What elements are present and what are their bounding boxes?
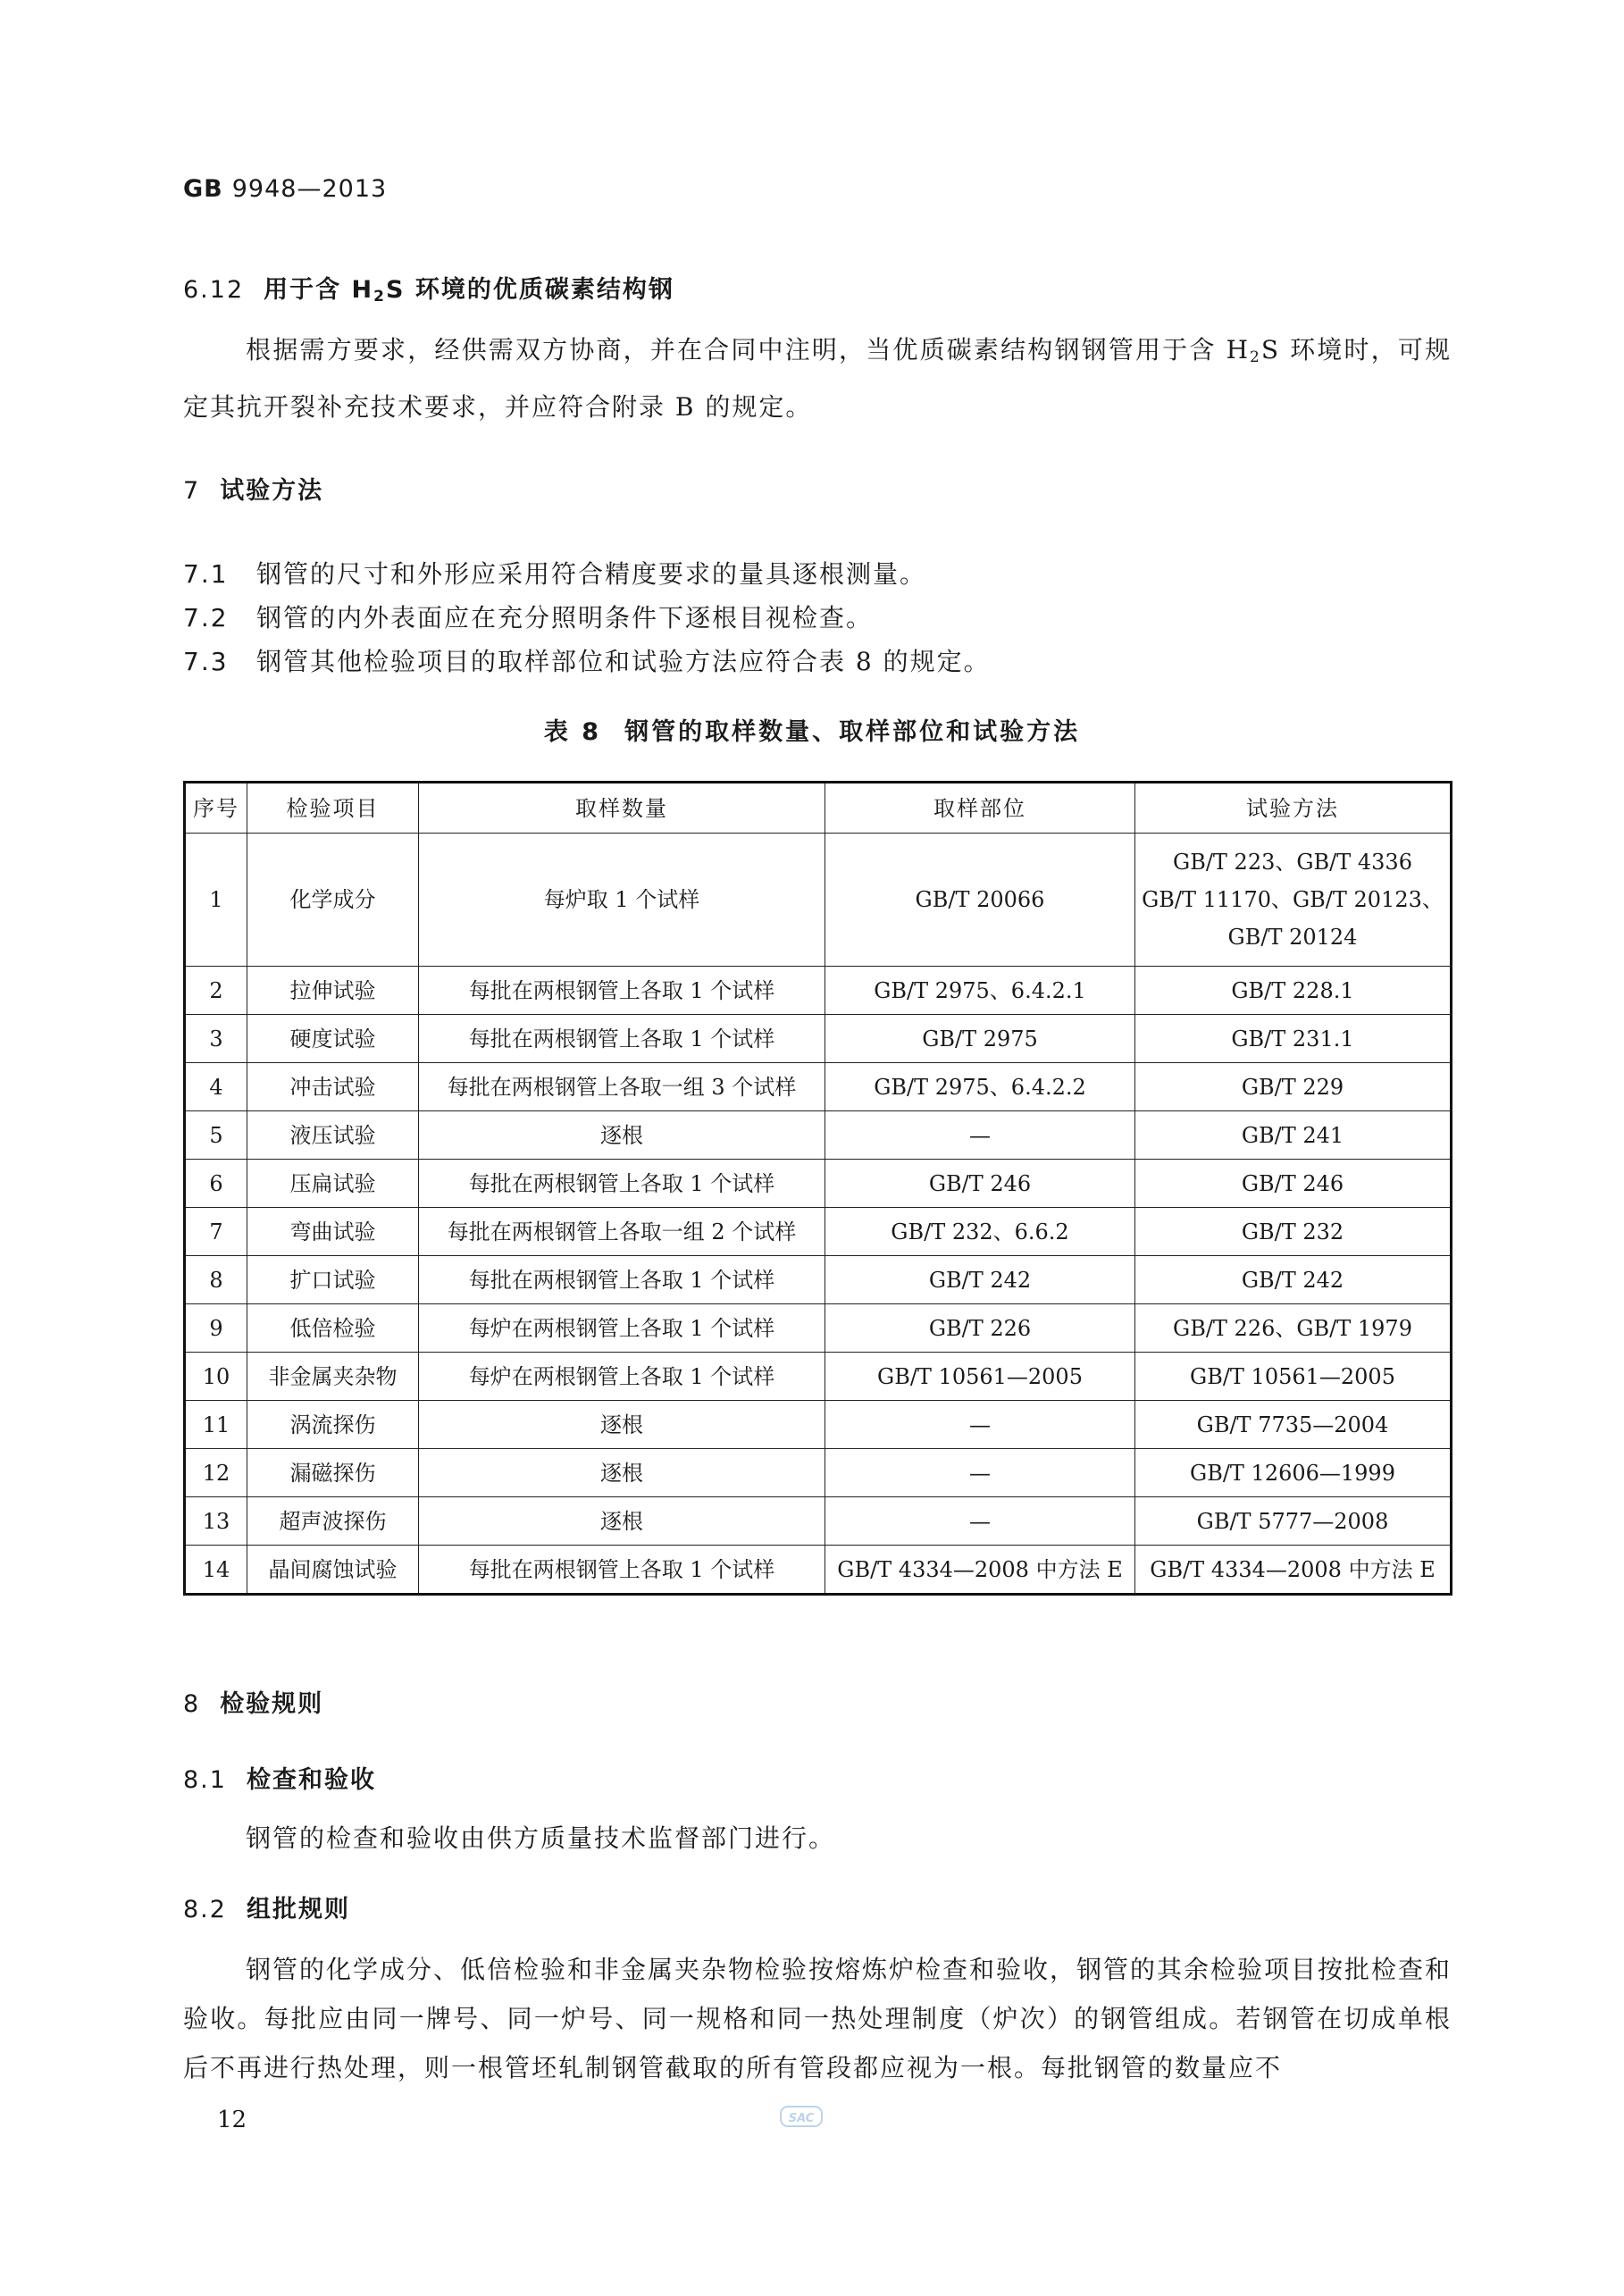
cell-no: 12: [185, 1449, 247, 1497]
cell-quantity: 每批在两根钢管上各取 1 个试样: [419, 1160, 825, 1208]
section-title: 试验方法: [220, 477, 324, 505]
cell-item: 液压试验: [247, 1111, 419, 1160]
section-title: 组批规则: [246, 1896, 350, 1923]
cell-method: GB/T 242: [1135, 1256, 1452, 1304]
cell-method: GB/T 5777—2008: [1135, 1497, 1452, 1546]
cell-no: 11: [185, 1401, 247, 1449]
section-number: 7: [183, 477, 201, 505]
table-number: 表 8: [543, 718, 602, 746]
header-method: 试验方法: [1135, 783, 1452, 834]
cell-method: GB/T 231.1: [1135, 1015, 1452, 1063]
cell-method: GB/T 246: [1135, 1160, 1452, 1208]
cell-item: 化学成分: [247, 834, 419, 967]
cell-method: GB/T 223、GB/T 4336 GB/T 11170、GB/T 20123、 GB/T 20124: [1135, 834, 1452, 967]
cell-no: 4: [185, 1063, 247, 1111]
cell-method: GB/T 241: [1135, 1111, 1452, 1160]
cell-position: GB/T 2975、6.4.2.1: [825, 967, 1135, 1015]
cell-no: 13: [185, 1497, 247, 1546]
table-title: 钢管的取样数量、取样部位和试验方法: [624, 718, 1081, 746]
section-8-1-heading: [183, 1760, 376, 1795]
table-caption: [0, 712, 1624, 747]
cell-method: GB/T 7735—2004: [1135, 1401, 1452, 1449]
cell-quantity: 每批在两根钢管上各取一组 2 个试样: [419, 1208, 825, 1256]
cell-position: GB/T 246: [825, 1160, 1135, 1208]
cell-quantity: 每批在两根钢管上各取 1 个试样: [419, 1546, 825, 1595]
cell-no: 7: [185, 1208, 247, 1256]
table-row: [185, 1160, 1452, 1208]
section-6-12-heading: [183, 270, 674, 306]
cell-no: 5: [185, 1111, 247, 1160]
clause-7-1: 7.1 钢管的尺寸和外形应采用符合精度要求的量具逐根测量。: [183, 559, 927, 589]
paragraph-8-1: 钢管的检查和验收由供方质量技术监督部门进行。: [246, 1823, 836, 1853]
cell-item: 低倍检验: [247, 1304, 419, 1353]
cell-item: 拉伸试验: [247, 967, 419, 1015]
cell-quantity: 每批在两根钢管上各取 1 个试样: [419, 967, 825, 1015]
cell-item: 涡流探伤: [247, 1401, 419, 1449]
cell-position: GB/T 2975: [825, 1015, 1135, 1063]
cell-quantity: 每批在两根钢管上各取 1 个试样: [419, 1256, 825, 1304]
cell-no: 3: [185, 1015, 247, 1063]
cell-quantity: 逐根: [419, 1111, 825, 1160]
section-number: 6.12: [183, 276, 245, 304]
table-row: [185, 1111, 1452, 1160]
section-8-2-heading: [183, 1890, 350, 1924]
table-row: [185, 967, 1452, 1015]
cell-method: GB/T 12606—1999: [1135, 1449, 1452, 1497]
cell-quantity: 逐根: [419, 1497, 825, 1546]
cell-no: 10: [185, 1353, 247, 1401]
paragraph-6-12: 根据需方要求，经供需双方协商，并在合同中注明，当优质碳素结构钢钢管用于含 $H_2S$ 环境时，可规定其抗开裂补充技术要求，并应符合附录 B 的规定。: [183, 335, 1452, 422]
section-7-heading: [183, 471, 323, 506]
table-row: [185, 1546, 1452, 1595]
cell-position: —: [825, 1449, 1135, 1497]
cell-item: 漏磁探伤: [247, 1449, 419, 1497]
table-row: [185, 1497, 1452, 1546]
cell-quantity: 每炉在两根钢管上各取 1 个试样: [419, 1353, 825, 1401]
table-row: [185, 1063, 1452, 1111]
table-row: [185, 834, 1452, 967]
cell-quantity: 逐根: [419, 1401, 825, 1449]
cell-position: GB/T 4334—2008 中方法 E: [825, 1546, 1135, 1595]
cell-no: 2: [185, 967, 247, 1015]
clause-7-3: 7.3 钢管其他检验项目的取样部位和试验方法应符合表 8 的规定。: [183, 647, 991, 676]
cell-item: 冲击试验: [247, 1063, 419, 1111]
cell-position: —: [825, 1401, 1135, 1449]
standard-code: [183, 175, 387, 203]
cell-quantity: 每炉取 1 个试样: [419, 834, 825, 967]
sampling-table: [183, 781, 1452, 1596]
cell-position: GB/T 242: [825, 1256, 1135, 1304]
section-number: 8: [183, 1690, 201, 1718]
cell-position: GB/T 20066: [825, 834, 1135, 967]
cell-method: GB/T 10561—2005: [1135, 1353, 1452, 1401]
cell-method: GB/T 229: [1135, 1063, 1452, 1111]
sac-logo: [779, 2103, 824, 2130]
cell-no: 8: [185, 1256, 247, 1304]
cell-no: 14: [185, 1546, 247, 1595]
cell-no: 1: [185, 834, 247, 967]
cell-item: 非金属夹杂物: [247, 1353, 419, 1401]
cell-item: 晶间腐蚀试验: [247, 1546, 419, 1595]
header-no: 序号: [185, 783, 247, 834]
cell-position: —: [825, 1497, 1135, 1546]
section-8-heading: [183, 1684, 323, 1719]
standard-prefix: GB: [183, 175, 223, 203]
table-row: [185, 1449, 1452, 1497]
section-number: 8.2: [183, 1896, 227, 1923]
cell-position: GB/T 232、6.6.2: [825, 1208, 1135, 1256]
cell-quantity: 每批在两根钢管上各取一组 3 个试样: [419, 1063, 825, 1111]
cell-item: 硬度试验: [247, 1015, 419, 1063]
cell-item: 扩口试验: [247, 1256, 419, 1304]
table-row: [185, 1208, 1452, 1256]
cell-quantity: 每批在两根钢管上各取 1 个试样: [419, 1015, 825, 1063]
standard-number: 9948—2013: [231, 175, 388, 203]
cell-method: GB/T 4334—2008 中方法 E: [1135, 1546, 1452, 1595]
table-header-row: [185, 783, 1452, 834]
section-number: 8.1: [183, 1766, 227, 1794]
cell-position: GB/T 2975、6.4.2.2: [825, 1063, 1135, 1111]
table-row: [185, 1353, 1452, 1401]
header-item: 检验项目: [247, 783, 419, 834]
cell-method: GB/T 228.1: [1135, 967, 1452, 1015]
cell-no: 9: [185, 1304, 247, 1353]
paragraph-8-2: 钢管的化学成分、低倍检验和非金属夹杂物检验按熔炼炉检查和验收，钢管的其余检验项目按批检查和验收。每批应由同一牌号、同一炉号、同一规格和同一热处理制度（炉次）的钢管组成。若钢管在切成单根后不再进行热处理，则一根管坯轧制钢管截取的所有管段都应视为一根。每批钢管的数量应不: [183, 1955, 1452, 2082]
page-number: 12: [217, 2107, 247, 2133]
svg-text:SAC: SAC: [788, 2112, 815, 2125]
cell-no: 6: [185, 1160, 247, 1208]
table-row: [185, 1256, 1452, 1304]
header-position: 取样部位: [825, 783, 1135, 834]
clause-7-2: 7.2 钢管的内外表面应在充分照明条件下逐根目视检查。: [183, 603, 874, 633]
cell-position: —: [825, 1111, 1135, 1160]
table-row: [185, 1304, 1452, 1353]
cell-item: 弯曲试验: [247, 1208, 419, 1256]
cell-method: GB/T 232: [1135, 1208, 1452, 1256]
cell-quantity: 每炉在两根钢管上各取 1 个试样: [419, 1304, 825, 1353]
cell-quantity: 逐根: [419, 1449, 825, 1497]
cell-method: GB/T 226、GB/T 1979: [1135, 1304, 1452, 1353]
cell-position: GB/T 226: [825, 1304, 1135, 1353]
section-title: 用于含 $H_2S$ 环境的优质碳素结构钢: [264, 276, 674, 306]
cell-item: 压扁试验: [247, 1160, 419, 1208]
cell-item: 超声波探伤: [247, 1497, 419, 1546]
section-title: 检验规则: [220, 1690, 324, 1718]
cell-position: GB/T 10561—2005: [825, 1353, 1135, 1401]
section-title: 检查和验收: [246, 1766, 376, 1794]
header-quantity: 取样数量: [419, 783, 825, 834]
table-row: [185, 1015, 1452, 1063]
table-row: [185, 1401, 1452, 1449]
